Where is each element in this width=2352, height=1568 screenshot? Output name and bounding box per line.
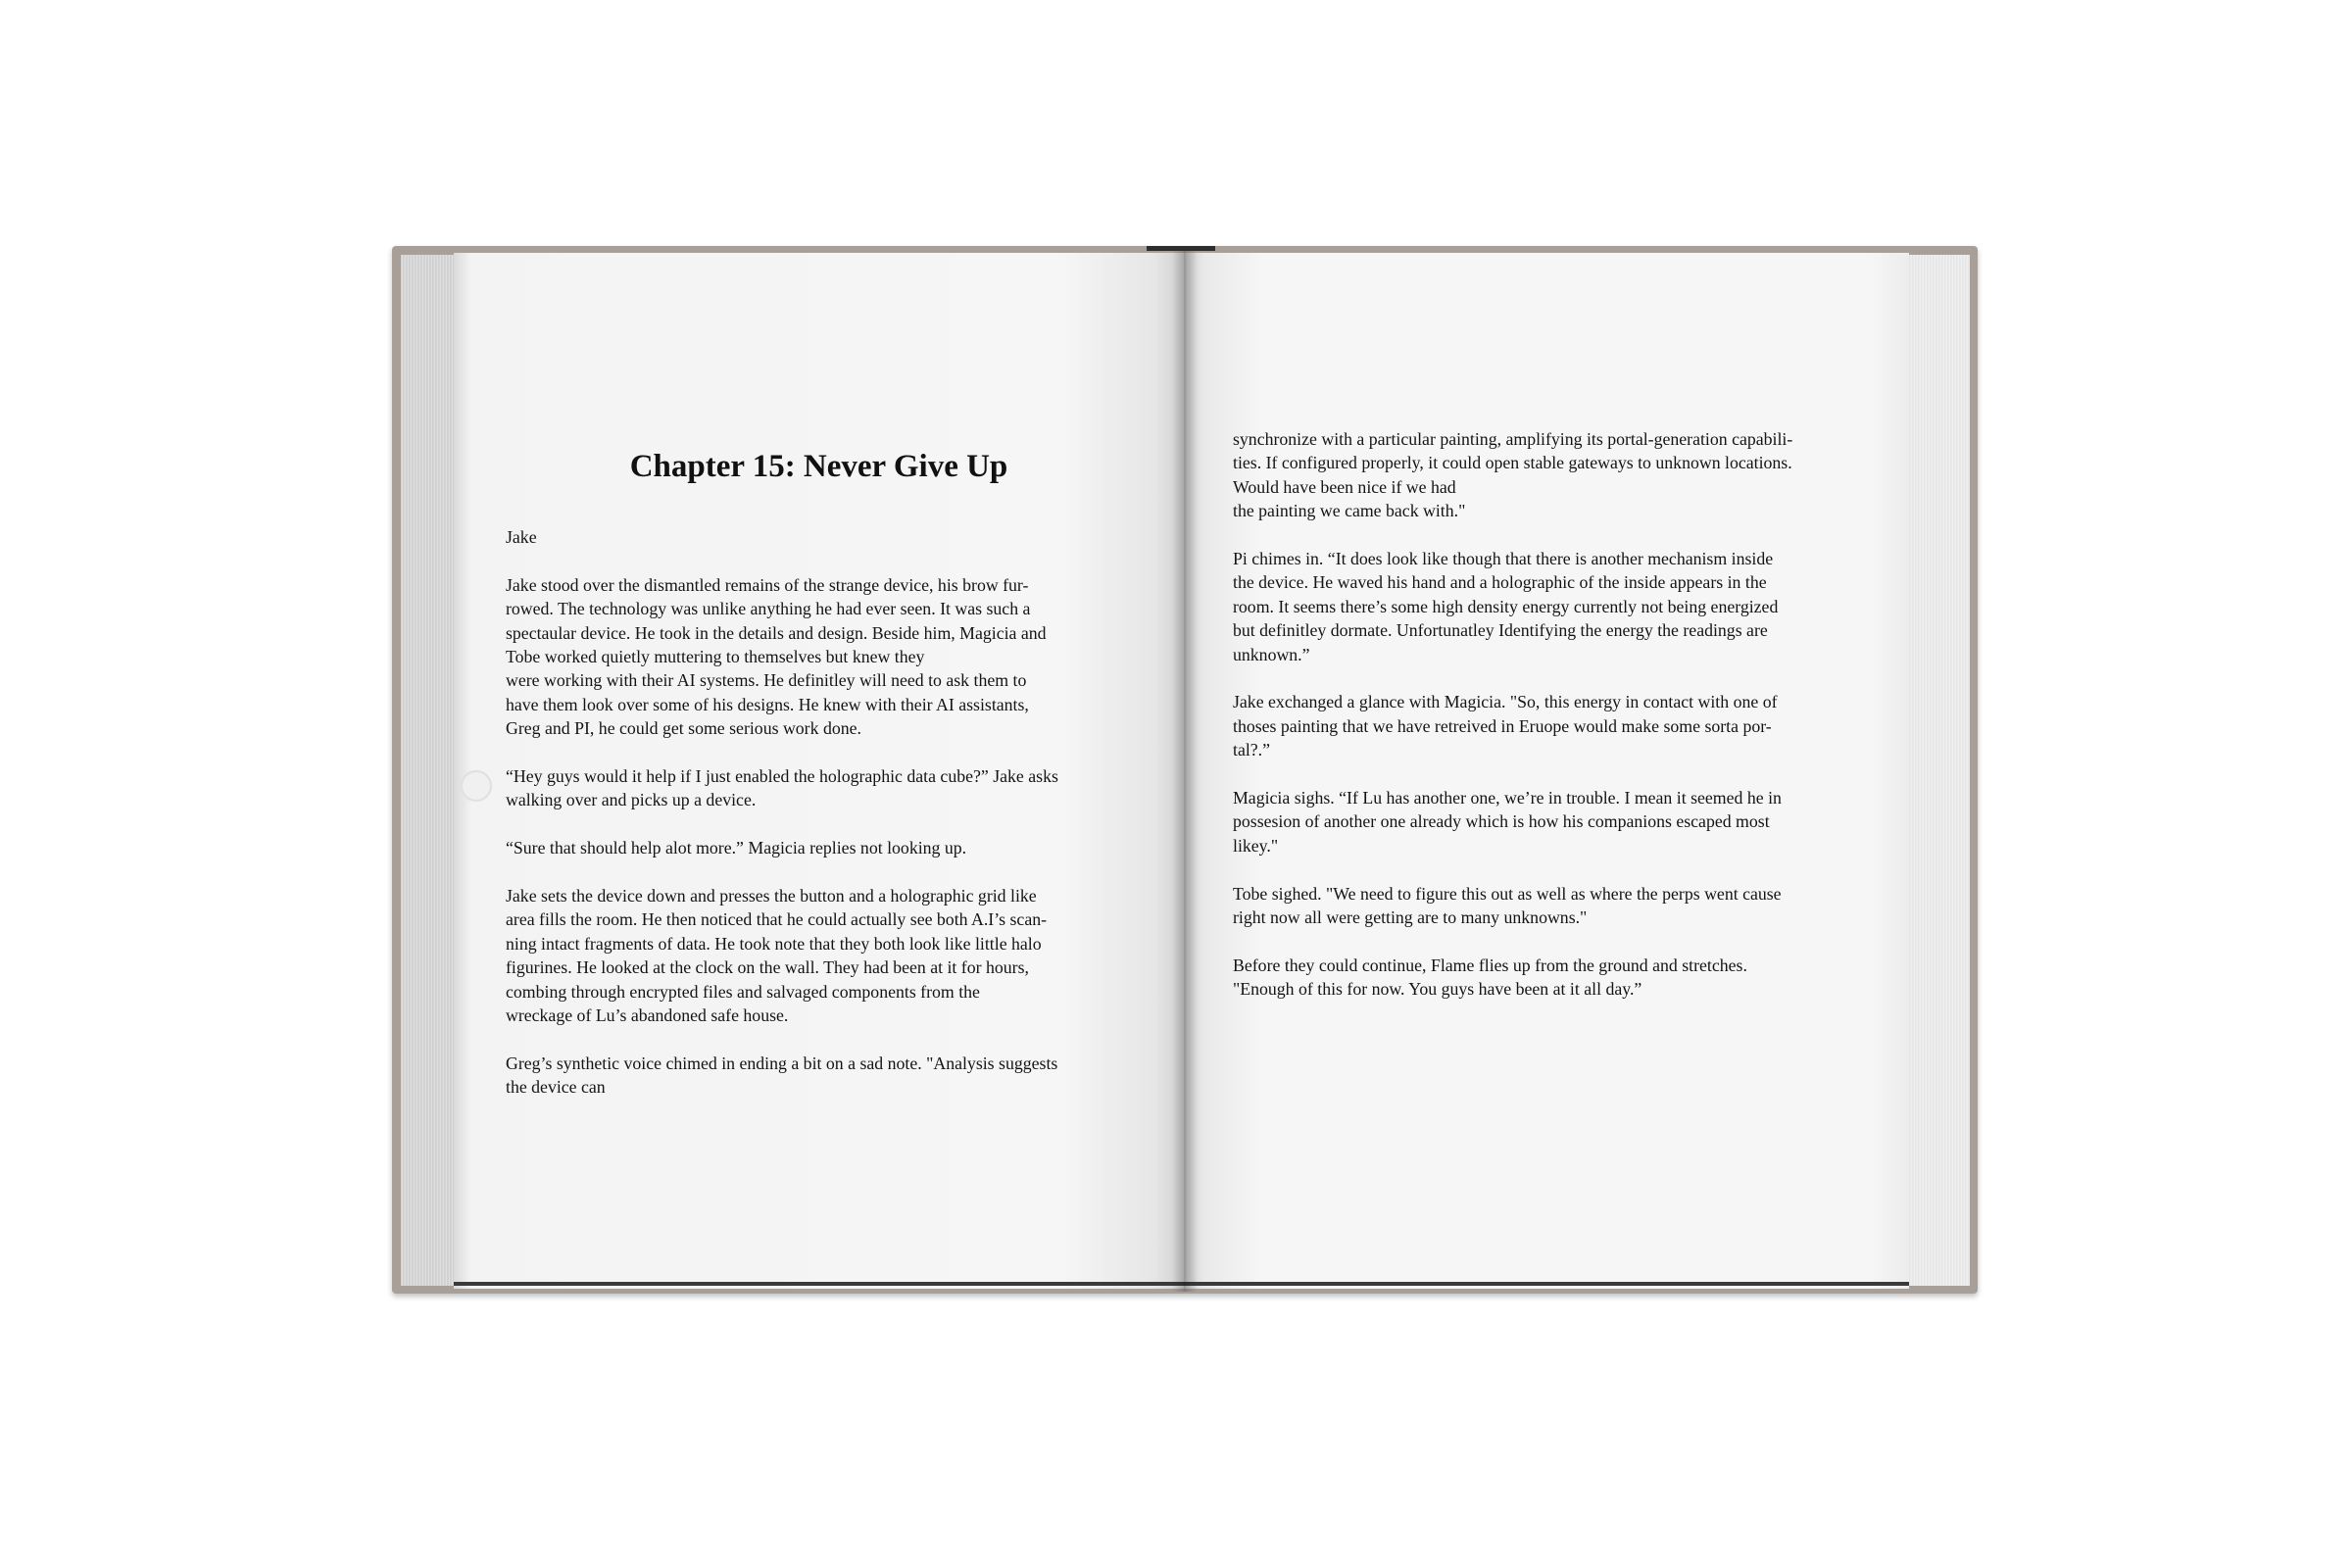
chapter-title: Chapter 15: Never Give Up [629, 449, 1008, 484]
speaker-label: Jake [506, 527, 537, 547]
paragraph: Greg’s synthetic voice chimed in ending a bit on a sad note. "Analysis suggests the device can [506, 1053, 1058, 1098]
paragraph: Magicia sighs. “If Lu has another one, we’re in trouble. I mean it seemed he in possesion of another one already which is how his companions escaped most likey." [1233, 788, 1782, 856]
left-page-text [506, 525, 1133, 1123]
book-spine [1172, 247, 1198, 1292]
paragraph: Before they could continue, Flame flies up from the ground and stretches. "Enough of this for now. You guys have been at it all day.” [1233, 955, 1747, 1000]
paragraph: Jake stood over the dismantled remains of the strange device, his brow fur- rowed. The technology was unlike anything he had ever seen. It was such a spectaular device. He took in the details and design. Beside him, Magicia and Tobe worked quietly muttering to themselves but knew they were working with their AI systems. He definitley will need to ask them to have them look over some of his designs. He knew with their AI assistants, Greg and PI, he could get some serious work done. [506, 574, 1047, 739]
left-page-bottom-edge [454, 1282, 1184, 1286]
paragraph: Jake exchanged a glance with Magicia. "So, this energy in contact with one of thoses painting that we have retreived in Eruope would make some sorta por- tal?.” [1233, 692, 1778, 760]
paragraph: “Hey guys would it help if I just enabled the holographic data cube?” Jake asks walking over and picks up a device. [506, 766, 1058, 810]
right-page-edges [1901, 255, 1970, 1286]
paragraph: synchronize with a particular painting, amplifying its portal-generation capabili- ties. If configured properly, it could open stable gateways to unknown locations. Would have been nice if we had the painting we came back with." [1233, 429, 1793, 521]
page-marker-icon [461, 770, 492, 802]
spine-top-edge [1147, 246, 1215, 251]
left-page-edges [401, 255, 460, 1286]
paragraph: Jake sets the device down and presses the button and a holographic grid like area fills the room. He then noticed that he could actually see both A.I’s scan- ning intact fragments of data. He took note that they both look like little halo figurines. He looked at the clock on the wall. They had been at it for hours, combing through encrypted files and salvaged components from the wreckage of Lu’s abandoned safe house. [506, 886, 1048, 1026]
paragraph: Tobe sighed. "We need to figure this out as well as where the perps went cause right now all were getting are to many unknowns." [1233, 883, 1782, 928]
paragraph: Pi chimes in. “It does look like though that there is another mechanism inside the device. He waved his hand and a holographic of the inside appears in the room. It seems there’s some high density energy currently not being energized but definitley dormate. Unfortunatley Identifying the energy the readings are unknown.” [1233, 549, 1779, 664]
right-page-bottom-edge [1184, 1282, 1909, 1286]
right-page-text [1233, 427, 1880, 1025]
paragraph: “Sure that should help alot more.” Magicia replies not looking up. [506, 838, 967, 858]
